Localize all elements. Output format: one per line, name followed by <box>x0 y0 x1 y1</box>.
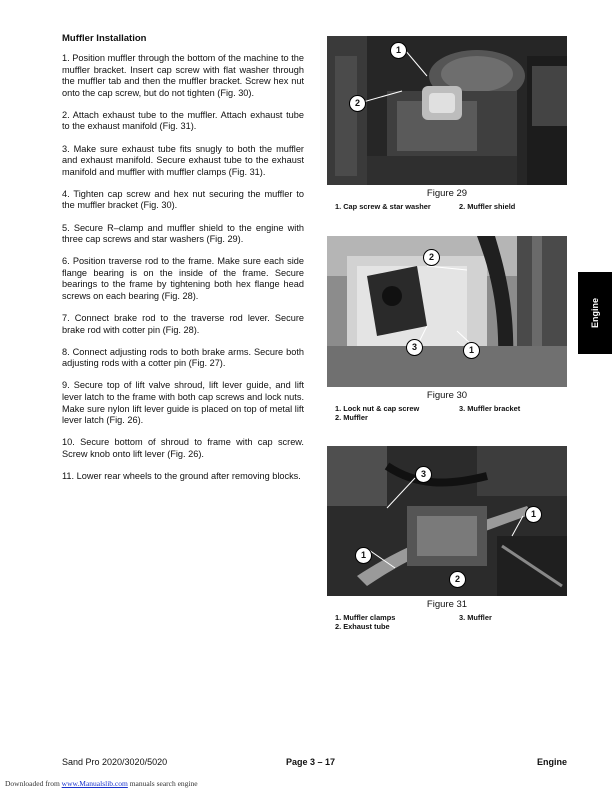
callout-2: 2 <box>423 249 440 266</box>
callout-2: 2 <box>449 571 466 588</box>
engine-muffler-shield-photo <box>327 36 567 185</box>
step-10: 10. Secure bottom of shroud to frame with cap screw. Screw knob onto lift lever (Fig. 26). <box>62 437 304 459</box>
legend-item: 1. Muffler clamps <box>335 613 396 622</box>
step-2: 2. Attach exhaust tube to the muffler. Attach exhaust tube to the exhaust manifold (Fig. 31). <box>62 109 304 132</box>
step-11: 11. Lower rear wheels to the ground after removing blocks. <box>62 471 301 482</box>
step-5: 5. Secure R–clamp and muffler shield to the engine with three cap screws and star washers (Fig. 29). <box>62 222 304 245</box>
callout-2: 2 <box>349 95 366 112</box>
footer-chapter: Engine <box>536 757 567 767</box>
legend-item: 2. Muffler <box>335 413 368 422</box>
legend-item: 3. Muffler <box>459 613 492 622</box>
section-title: Muffler Installation <box>62 33 147 44</box>
step-6: 6. Position traverse rod to the frame. Make sure each side flange bearing is on the inside of the frame. Secure bearings to the frame by tightening both hex flange head screws on each bearing (Fig. 28). <box>62 256 304 301</box>
figure-31-legend <box>327 613 567 631</box>
legend-item: 2. Muffler shield <box>459 202 516 211</box>
download-prefix: Downloaded from <box>5 779 62 788</box>
figure-29-legend <box>327 202 567 211</box>
figure-29-caption: Figure 29 <box>426 188 468 199</box>
chapter-tab-label: Engine <box>590 297 600 329</box>
callout-1: 1 <box>390 42 407 59</box>
figure-31-photo <box>327 446 567 596</box>
figure-30-photo <box>327 236 567 387</box>
muffler-bracket-photo <box>327 236 567 387</box>
footer-page-number: Page 3 – 17 <box>286 757 336 767</box>
legend-item: 3. Muffler bracket <box>459 404 521 413</box>
figure-29-photo <box>327 36 567 185</box>
legend-item: 1. Lock nut & cap screw <box>335 404 420 413</box>
callout-3: 3 <box>415 466 432 483</box>
step-8: 8. Connect adjusting rods to both brake arms. Secure both adjusting rods with a cotter pin (Fig. 27). <box>62 346 304 369</box>
legend-item: 2. Exhaust tube <box>335 622 390 631</box>
manualslib-link[interactable]: www.Manualslib.com <box>61 779 128 788</box>
step-1: 1. Position muffler through the bottom of the machine to the muffler bracket. Insert cap screw with flat washer through the muffler tab and then the muffler bracket. Screw hex nut onto the cap screw, but do not tighten (Fig. 30). <box>62 53 304 98</box>
callout-1: 1 <box>525 506 542 523</box>
download-suffix: manuals search engine <box>127 779 198 788</box>
figure-31-caption: Figure 31 <box>426 599 468 610</box>
chapter-tab <box>578 272 612 354</box>
download-notice <box>5 779 198 788</box>
legend-item: 1. Cap screw & star washer <box>335 202 431 211</box>
callout-1: 1 <box>355 547 372 564</box>
instructions-column <box>62 33 304 493</box>
step-4: 4. Tighten cap screw and hex nut securing the muffler to the muffler bracket (Fig. 30). <box>62 188 304 211</box>
figure-30 <box>327 236 567 422</box>
step-7: 7. Connect brake rod to the traverse rod lever. Secure brake rod with cotter pin (Fig. 28). <box>62 313 304 335</box>
step-3: 3. Make sure exhaust tube fits snugly to both the muffler and exhaust manifold. Secure exhaust tube to the exhaust manifold and muffler with muffler clamps (Fig. 31). <box>62 143 304 177</box>
figure-30-caption: Figure 30 <box>426 390 468 401</box>
figure-29 <box>327 36 567 211</box>
figure-30-legend <box>327 404 567 422</box>
callout-1: 1 <box>463 342 480 359</box>
footer-model: Sand Pro 2020/3020/5020 <box>62 757 168 767</box>
callout-3: 3 <box>406 339 423 356</box>
figure-31 <box>327 446 567 631</box>
step-9: 9. Secure top of lift valve shroud, lift lever guide, and lift lever latch to the frame with both cap screws and lock nuts. Make sure nylon lift lever guide is placed on top of metal lift lever latch (Fig. 26). <box>62 380 304 426</box>
